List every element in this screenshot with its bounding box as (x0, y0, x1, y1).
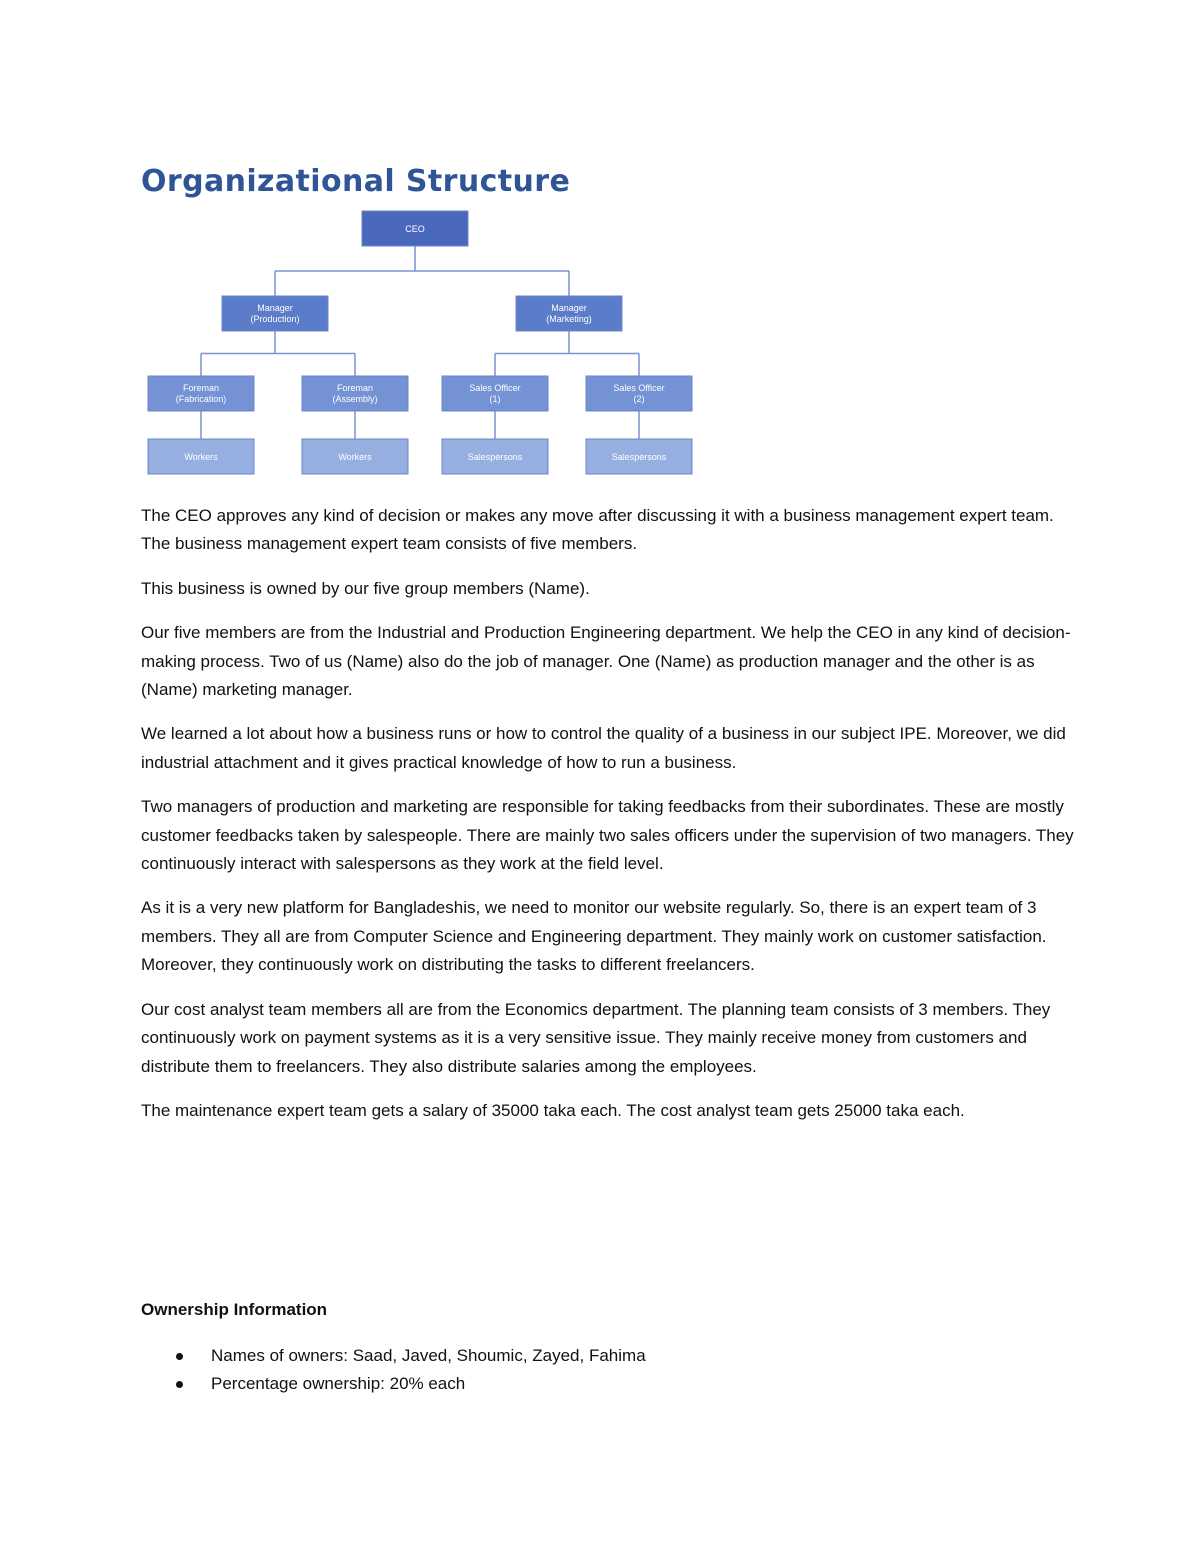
org-node-label: Manager (257, 303, 293, 313)
org-chart-connectors (201, 246, 639, 439)
org-node-sublabel: (Production) (250, 314, 300, 324)
paragraph: We learned a lot about how a business runs or how to control the quality of a business in our subject IPE. Moreover, we did industrial attachment and it gives practical knowledge of how to run a business. (141, 724, 1066, 772)
paragraph: The CEO approves any kind of decision or makes any move after discussing it with a business management expert team. The business management expert team consists of five members. (141, 506, 1054, 554)
org-node-salespersons-1 (442, 439, 548, 474)
ownership-heading: Ownership Information (141, 1300, 328, 1319)
org-node-sublabel: (Fabrication) (175, 394, 227, 404)
org-node-label: Foreman (182, 383, 220, 393)
org-node-foreman-fab (148, 376, 254, 411)
paragraph: This business is owned by our five group members (Name). (141, 578, 590, 598)
org-node-workers-1 (148, 439, 254, 474)
connector-line (275, 246, 569, 296)
org-node-mgr-prod (222, 296, 328, 331)
org-node-sublabel: (1) (489, 394, 501, 404)
org-node-label: Sales Officer (613, 383, 665, 393)
list-item (141, 1370, 646, 1398)
org-node-label: Workers (338, 452, 372, 462)
org-node-label: Sales Officer (469, 383, 521, 393)
org-node-sublabel: (Assembly) (332, 394, 378, 404)
org-node-salespersons-2 (586, 439, 692, 474)
org-node-sublabel: (Marketing) (546, 314, 592, 324)
org-chart (0, 0, 1200, 500)
paragraph: Our cost analyst team members all are from the Economics department. The planning team consists of 3 members. They continuously work on payment systems as it is a very sensitive issue. They mainly receive money from customers and distribute them to freelancers. They also distribute salaries among the employees. (141, 999, 1051, 1076)
org-node-mgr-mkt (516, 296, 622, 331)
org-node-sublabel: (2) (633, 394, 645, 404)
org-node-label: Workers (184, 452, 218, 462)
connector-line (201, 331, 355, 376)
body-text (141, 502, 1076, 1141)
page-title: Organizational Structure (141, 164, 571, 199)
paragraph: The maintenance expert team gets a salary of 35000 taka each. The cost analyst team gets 25000 taka each. (141, 1100, 965, 1120)
org-node-workers-2 (302, 439, 408, 474)
paragraph: Two managers of production and marketing are responsible for taking feedbacks from their subordinates. These are mostly customer feedbacks taken by salespeople. There are mainly two sales officers under the supervision of two managers. They continuously interact with salespersons as they work at the field level. (141, 797, 1074, 874)
org-node-foreman-asm (302, 376, 408, 411)
org-node-label: Foreman (336, 383, 374, 393)
ownership-list (141, 1342, 646, 1399)
bullet-icon (176, 1381, 183, 1388)
org-node-label: Salespersons (467, 452, 523, 462)
list-item-text: Percentage ownership: 20% each (211, 1374, 466, 1394)
bullet-icon (176, 1353, 183, 1360)
org-node-sales-off-2 (586, 376, 692, 411)
list-item (141, 1342, 646, 1370)
org-node-label: CEO (405, 224, 425, 234)
org-node-label: Manager (551, 303, 587, 313)
list-item-text: Names of owners: Saad, Javed, Shoumic, Zayed, Fahima (211, 1346, 646, 1365)
paragraph: Our five members are from the Industrial and Production Engineering department. We help the CEO in any kind of decision-making process. Two of us (Name) also do the job of manager. One (Name) as production manager and the other is as (Name) marketing manager. (141, 623, 1071, 700)
org-node-sales-off-1 (442, 376, 548, 411)
paragraph: As it is a very new platform for Bangladeshis, we need to monitor our website regularly. So, there is an expert team of 3 members. They all are from Computer Science and Engineering department. They mainly work on customer satisfaction. Moreover, they continuously work on distributing the tasks to different freelancers. (141, 898, 1047, 975)
connector-line (495, 331, 639, 376)
org-chart-nodes (148, 211, 692, 474)
org-node-label: Salespersons (611, 452, 667, 462)
org-node-ceo (362, 211, 468, 246)
